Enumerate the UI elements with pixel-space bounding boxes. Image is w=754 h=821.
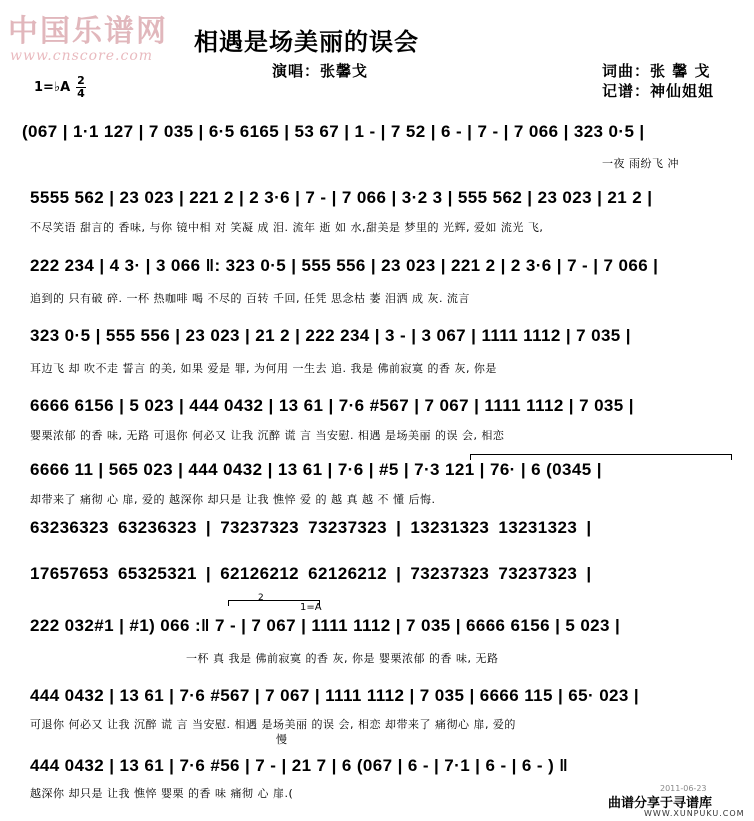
staff-line-10: 444 0432 | 13 61 | 7·6 #567 | 7 067 | 1111 1112 | 7 035 | 6666 115 | 65· 023 |	[30, 686, 640, 705]
staff-line-6: 6666 11 | 565 023 | 444 0432 | 13 61 | 7·6 | #5 | 7·3 121 | 76· | 6 (0345 |	[30, 460, 602, 479]
staff-line-8: 17657653 65325321 | 62126212 62126212 | 73237323 73237323 |	[30, 564, 592, 583]
key-signature: 1=♭A	[34, 80, 71, 95]
staff-line-3: 222 234 | 4 3· | 3 066 ‖: 323 0·5 | 555 556 | 23 023 | 221 2 | 2 3·6 | 7 - | 7 066 |	[30, 256, 659, 275]
site-logo-text: 中国乐谱网	[8, 14, 168, 49]
lyric-line-4: 耳边飞 却 吹不走 誓言 的美, 如果 爱是 罪, 为何用 一生去 追. 我是 佛前寂寞 的香 灰, 你是	[30, 362, 497, 375]
time-signature-denominator: 4	[77, 87, 85, 100]
transcriber-credit: 记谱：神仙姐姐	[602, 82, 715, 100]
lyric-line-10: 可退你 何必又 让我 沉醉 谎 言 当安慰. 相遇 是场美丽 的误 会, 相恋 却带来了 痛彻心 扉, 爱的	[30, 718, 516, 731]
slow-tempo-mark: 慢	[276, 733, 288, 746]
staff-line-2: 5555 562 | 23 023 | 221 2 | 2 3·6 | 7 - | 7 066 | 3·2 3 | 555 562 | 23 023 | 21 2 |	[30, 188, 653, 207]
lyric-line-3: 追到的 只有破 碎. 一杯 热咖啡 喝 不尽的 百转 千回, 任凭 思念枯 萎 泪洒 成 灰. 流言	[30, 292, 470, 305]
staff-line-7: 63236323 63236323 | 73237323 73237323 | 13231323 13231323 |	[30, 518, 592, 537]
lyric-line-6: 却带来了 痛彻 心 扉, 爱的 越深你 却只是 让我 憔悴 爱 的 越 真 越 不 懂 后悔.	[30, 493, 436, 506]
lyric-line-9: 一杯 真 我是 佛前寂寞 的香 灰, 你是 婴栗浓郁 的香 味, 无路	[186, 652, 499, 665]
key-change-label: 1=A	[300, 602, 322, 613]
footer-url: WWW.XUNPUKU.COM	[644, 809, 745, 818]
lyric-line-11: 越深你 却只是 让我 憔悴 婴栗 的香 味 痛彻 心 扉.(	[30, 787, 294, 800]
lyric-line-1: 一夜 雨纷飞 冲	[602, 157, 679, 170]
volta-two-label: 2	[258, 593, 264, 603]
lyric-line-2: 不尽笑语 甜言的 香味, 与你 镜中相 对 笑凝 成 泪. 流年 逝 如 水,甜美是 梦里的 光辉, 爱如 流光 飞,	[30, 221, 544, 234]
staff-line-5: 6666 6156 | 5 023 | 444 0432 | 13 61 | 7·6 #567 | 7 067 | 1111 1112 | 7 035 |	[30, 396, 634, 415]
footer-date: 2011-06-23	[660, 784, 707, 793]
staff-line-11: 444 0432 | 13 61 | 7·6 #56 | 7 - | 21 7 | 6 (067 | 6 - | 7·1 | 6 - | 6 - ) ‖	[30, 756, 569, 775]
page-title: 相遇是场美丽的误会	[194, 28, 419, 56]
footer-label: 曲谱分享于寻谱库	[608, 796, 713, 811]
footer-watermark	[594, 784, 750, 820]
staff-line-4: 323 0·5 | 555 556 | 23 023 | 21 2 | 222 234 | 3 - | 3 067 | 1111 1112 | 7 035 |	[30, 326, 631, 345]
time-signature	[76, 76, 86, 99]
lyric-line-5: 婴栗浓郁 的香 味, 无路 可退你 何必又 让我 沉醉 谎 言 当安慰. 相遇 是场美丽 的误 会, 相恋	[30, 429, 505, 442]
time-signature-numerator: 2	[77, 74, 85, 87]
site-logo-url: www.cnscore.com	[10, 48, 154, 64]
staff-line-9: 222 032#1 | #1) 066 :‖ 7 - | 7 067 | 1111 1112 | 7 035 | 6666 6156 | 5 023 |	[30, 616, 621, 635]
composer-credit: 词曲：张 馨 戈	[602, 62, 711, 80]
staff-line-1: (067 | 1·1 127 | 7 035 | 6·5 6165 | 53 67 | 1 - | 7 52 | 6 - | 7 - | 7 066 | 323 0·5 |	[22, 122, 645, 141]
singer-credit: 演唱：张馨戈	[272, 62, 369, 80]
